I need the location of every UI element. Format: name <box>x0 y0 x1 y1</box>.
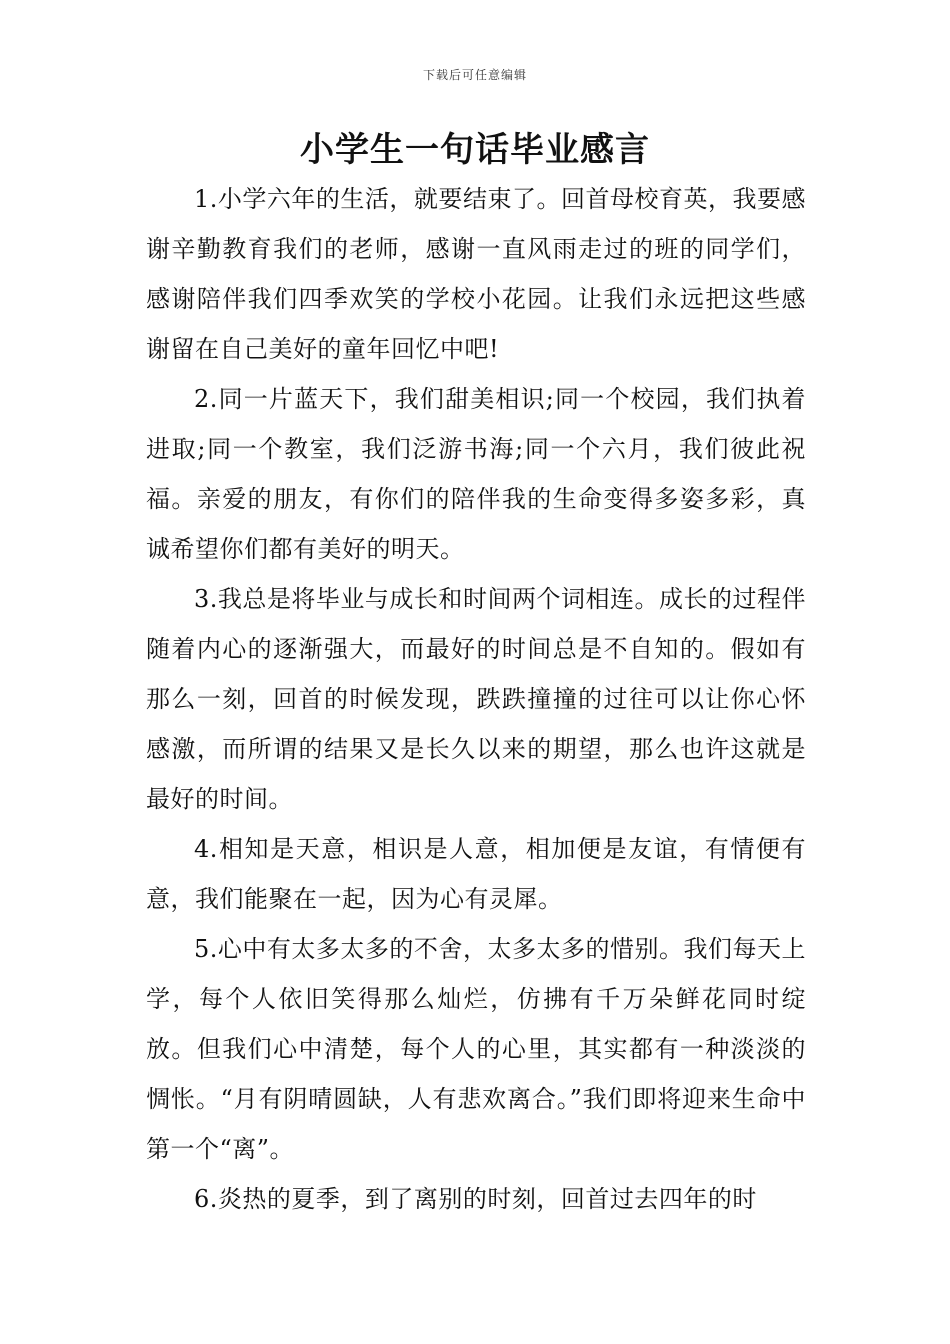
page-title: 小学生一句话毕业感言 <box>300 130 650 170</box>
paragraph-2: 2.同一片蓝天下，我们甜美相识;同一个校园，我们执着进取;同一个教室，我们泛游书海;同一个六月，我们彼此祝福。亲爱的朋友，有你们的陪伴我的生命变得多姿多彩，真诚希望你们都有美好的明天。 <box>146 385 806 563</box>
header-note: 下载后可任意编辑 <box>422 68 527 82</box>
paragraph-6: 6.炎热的夏季，到了离别的时刻，回首过去四年的时 <box>194 1185 757 1213</box>
paragraph-5: 5.心中有太多太多的不舍，太多太多的惜别。我们每天上学，每个人依旧笑得那么灿烂，仿拂有千万朵鲜花同时绽放。但我们心中清楚，每个人的心里，其实都有一种淡淡的惆怅。“月有阴晴圆缺，人有悲欢离合。”我们即将迎来生命中第一个“离”。 <box>146 935 806 1163</box>
paragraph-1: 1.小学六年的生活，就要结束了。回首母校育英，我要感谢辛勤教育我们的老师，感谢一直风雨走过的班的同学们，感谢陪伴我们四季欢笑的学校小花园。让我们永远把这些感谢留在自己美好的童年回忆中吧! <box>146 185 806 363</box>
document-body <box>146 174 806 1224</box>
paragraph-4: 4.相知是天意，相识是人意，相加便是友谊，有情便有意，我们能聚在一起，因为心有灵犀。 <box>146 835 806 913</box>
paragraph-3: 3.我总是将毕业与成长和时间两个词相连。成长的过程伴随着内心的逐渐强大，而最好的时间总是不自知的。假如有那么一刻，回首的时候发现，跌跌撞撞的过往可以让你心怀感激，而所谓的结果又是长久以来的期望，那么也许这就是最好的时间。 <box>146 585 806 813</box>
